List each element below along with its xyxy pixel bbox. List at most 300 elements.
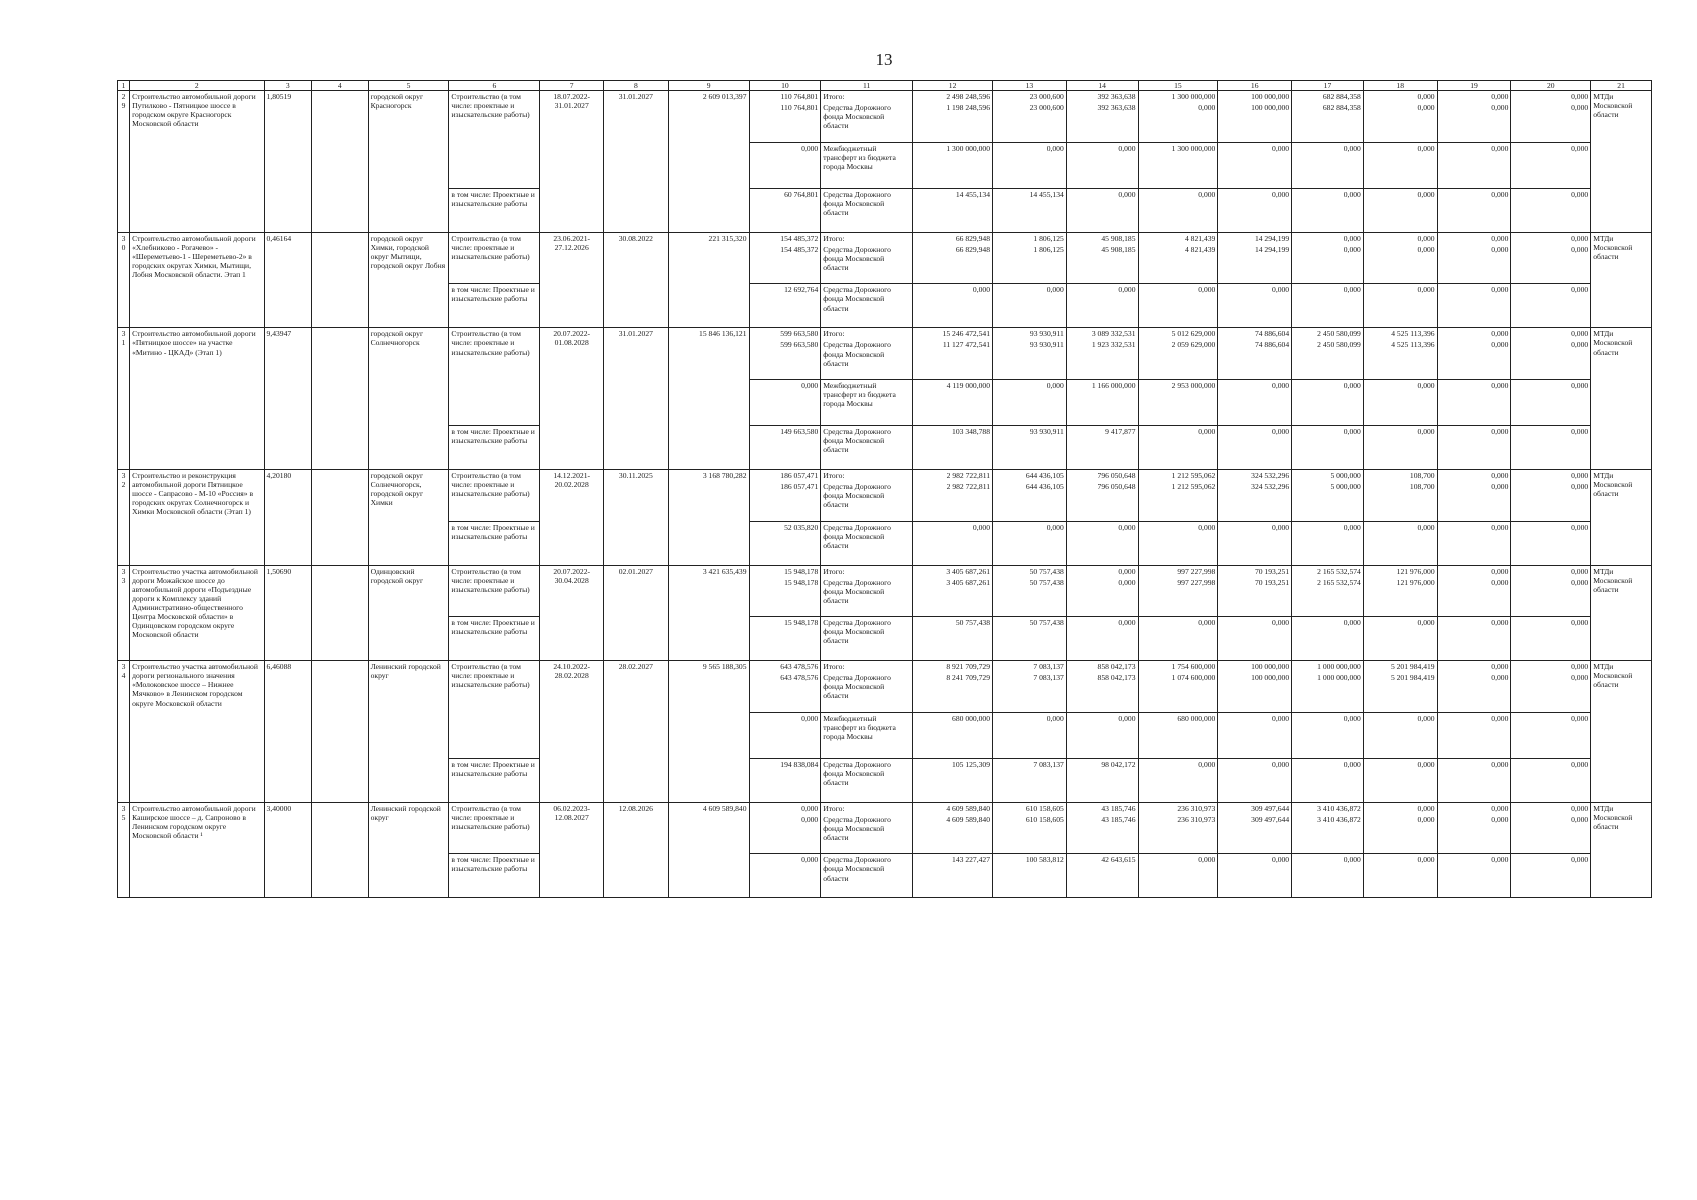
amount-c13: 93 930,911 — [993, 328, 1067, 340]
table-row — [118, 565, 1652, 577]
funding-source: Средства Дорожного фонда Московской области — [821, 577, 913, 617]
funding-source: Итого: — [821, 91, 913, 103]
column-4-cell — [312, 565, 369, 661]
amount-c20: 0,000 — [1511, 379, 1591, 425]
amount-c19: 0,000 — [1437, 339, 1511, 379]
amount-c16: 0,000 — [1218, 521, 1292, 565]
funding-source: Межбюджетный трансферт из бюджета города Москвы — [821, 379, 913, 425]
funding-source: Итого: — [821, 661, 913, 673]
total-cost: 4 609 589,840 — [668, 802, 749, 898]
amount-c19: 0,000 — [1437, 481, 1511, 521]
amount-c12: 4 609 589,840 — [913, 802, 993, 814]
work-dates: 06.02.2023-12.08.2027 — [540, 802, 604, 898]
amount-c13: 1 806,125 — [993, 232, 1067, 244]
amount-c12: 2 498 248,596 — [913, 91, 993, 103]
amount-c17: 0,000 — [1292, 142, 1364, 188]
amount-c18: 0,000 — [1363, 617, 1437, 661]
amount-c15: 0,000 — [1138, 854, 1218, 898]
amount-c14: 858 042,173 — [1066, 672, 1138, 712]
work-type-sub: в том числе: Проектные и изыскательские работы — [449, 617, 540, 661]
table-row — [118, 232, 1652, 244]
amount-c10: 0,000 — [749, 802, 821, 814]
amount-c17: 682 884,358 — [1292, 91, 1364, 103]
amount-c16: 74 886,604 — [1218, 328, 1292, 340]
amount-c16: 70 193,251 — [1218, 565, 1292, 577]
amount-c13: 50 757,438 — [993, 565, 1067, 577]
amount-c10: 643 478,576 — [749, 672, 821, 712]
column-number-13: 13 — [993, 81, 1067, 91]
amount-c12: 3 405 687,261 — [913, 577, 993, 617]
amount-c19: 0,000 — [1437, 379, 1511, 425]
amount-c10: 52 035,820 — [749, 521, 821, 565]
amount-c18: 5 201 984,419 — [1363, 672, 1437, 712]
amount-c16: 14 294,199 — [1218, 232, 1292, 244]
amount-c14: 796 050,648 — [1066, 469, 1138, 481]
amount-c13: 7 083,137 — [993, 758, 1067, 802]
amount-c14: 0,000 — [1066, 577, 1138, 617]
column-number-4: 4 — [312, 81, 369, 91]
amount-c19: 0,000 — [1437, 617, 1511, 661]
amount-c19: 0,000 — [1437, 284, 1511, 328]
funding-source: Итого: — [821, 469, 913, 481]
column-number-10: 10 — [749, 81, 821, 91]
amount-c14: 0,000 — [1066, 617, 1138, 661]
object-name: Строительство участка автомобильной дороги регионального значения «Молоковское шоссе – Нижнее Мячково» в Ленинском городском округе Московской области — [130, 661, 264, 803]
amount-c17: 2 450 580,099 — [1292, 328, 1364, 340]
total-cost: 3 168 780,282 — [668, 469, 749, 565]
object-location: Ленинский городской округ — [368, 802, 449, 898]
object-capacity: 9,43947 — [264, 328, 311, 470]
amount-c12: 15 246 472,541 — [913, 328, 993, 340]
amount-c18: 0,000 — [1363, 712, 1437, 758]
opening-date: 12.08.2026 — [604, 802, 669, 898]
table-row — [118, 661, 1652, 673]
column-number-14: 14 — [1066, 81, 1138, 91]
amount-c17: 0,000 — [1292, 521, 1364, 565]
amount-c17: 3 410 436,872 — [1292, 802, 1364, 814]
funding-source: Средства Дорожного фонда Московской области — [821, 758, 913, 802]
work-type: Строительство (в том числе: проектные и изыскательские работы) — [449, 328, 540, 426]
amount-c13: 610 158,605 — [993, 814, 1067, 854]
amount-c19: 0,000 — [1437, 758, 1511, 802]
amount-c12: 14 455,134 — [913, 188, 993, 232]
amount-c12: 50 757,438 — [913, 617, 993, 661]
amount-c15: 4 821,439 — [1138, 244, 1218, 284]
work-type-sub: в том числе: Проектные и изыскательские работы — [449, 425, 540, 469]
column-number-7: 7 — [540, 81, 604, 91]
column-4-cell — [312, 802, 369, 898]
customer: МТДи Московской области — [1591, 328, 1652, 470]
funding-source: Итого: — [821, 565, 913, 577]
column-number-17: 17 — [1292, 81, 1364, 91]
amount-c12: 143 227,427 — [913, 854, 993, 898]
amount-c14: 42 643,615 — [1066, 854, 1138, 898]
amount-c13: 0,000 — [993, 712, 1067, 758]
amount-c16: 100 000,000 — [1218, 672, 1292, 712]
amount-c16: 0,000 — [1218, 142, 1292, 188]
object-capacity: 0,46164 — [264, 232, 311, 328]
work-type: Строительство (в том числе: проектные и изыскательские работы) — [449, 661, 540, 759]
amount-c14: 0,000 — [1066, 521, 1138, 565]
amount-c14: 0,000 — [1066, 188, 1138, 232]
amount-c13: 50 757,438 — [993, 617, 1067, 661]
amount-c12: 3 405 687,261 — [913, 565, 993, 577]
amount-c13: 100 583,812 — [993, 854, 1067, 898]
amount-c16: 0,000 — [1218, 617, 1292, 661]
amount-c18: 0,000 — [1363, 284, 1437, 328]
amount-c10: 15 948,178 — [749, 617, 821, 661]
column-number-6: 6 — [449, 81, 540, 91]
funding-source: Средства Дорожного фонда Московской области — [821, 521, 913, 565]
amount-c12: 4 119 000,000 — [913, 379, 993, 425]
page-number: 13 — [875, 50, 893, 69]
row-number: 34 — [118, 661, 130, 803]
object-location: Одинцовский городской округ — [368, 565, 449, 661]
customer: МТДи Московской области — [1591, 232, 1652, 328]
customer: МТДи Московской области — [1591, 469, 1652, 565]
amount-c18: 0,000 — [1363, 758, 1437, 802]
column-number-15: 15 — [1138, 81, 1218, 91]
amount-c10: 154 485,372 — [749, 244, 821, 284]
opening-date: 02.01.2027 — [604, 565, 669, 661]
amount-c15: 2 953 000,000 — [1138, 379, 1218, 425]
opening-date: 30.08.2022 — [604, 232, 669, 328]
amount-c15: 0,000 — [1138, 284, 1218, 328]
object-location: Ленинский городской округ — [368, 661, 449, 803]
amount-c10: 186 057,471 — [749, 481, 821, 521]
object-name: Строительство автомобильной дороги Каширское шоссе – д. Сапроново в Ленинском городском округе Московской области ¹ — [130, 802, 264, 898]
column-number-12: 12 — [913, 81, 993, 91]
column-4-cell — [312, 661, 369, 803]
amount-c17: 0,000 — [1292, 854, 1364, 898]
amount-c16: 100 000,000 — [1218, 102, 1292, 142]
amount-c20: 0,000 — [1511, 712, 1591, 758]
amount-c17: 5 000,000 — [1292, 469, 1364, 481]
amount-c15: 1 212 595,062 — [1138, 481, 1218, 521]
amount-c17: 0,000 — [1292, 244, 1364, 284]
total-cost: 221 315,320 — [668, 232, 749, 328]
amount-c10: 12 692,764 — [749, 284, 821, 328]
funding-source: Средства Дорожного фонда Московской области — [821, 617, 913, 661]
amount-c15: 0,000 — [1138, 102, 1218, 142]
amount-c17: 0,000 — [1292, 758, 1364, 802]
amount-c19: 0,000 — [1437, 102, 1511, 142]
funding-source: Средства Дорожного фонда Московской области — [821, 339, 913, 379]
amount-c10: 154 485,372 — [749, 232, 821, 244]
funding-source: Средства Дорожного фонда Московской области — [821, 854, 913, 898]
amount-c12: 8 241 709,729 — [913, 672, 993, 712]
amount-c18: 0,000 — [1363, 232, 1437, 244]
work-dates: 23.06.2021-27.12.2026 — [540, 232, 604, 328]
work-type: Строительство (в том числе: проектные и изыскательские работы) — [449, 91, 540, 189]
amount-c16: 309 497,644 — [1218, 802, 1292, 814]
amount-c17: 3 410 436,872 — [1292, 814, 1364, 854]
row-number: 32 — [118, 469, 130, 565]
amount-c16: 14 294,199 — [1218, 244, 1292, 284]
amount-c19: 0,000 — [1437, 565, 1511, 577]
amount-c20: 0,000 — [1511, 425, 1591, 469]
amount-c16: 100 000,000 — [1218, 661, 1292, 673]
funding-source: Итого: — [821, 328, 913, 340]
amount-c16: 0,000 — [1218, 188, 1292, 232]
object-name: Строительство участка автомобильной дороги Можайское шоссе до автомобильной дороги «Подъездные дороги к Комплексу зданий Административно-общественного Центра Московской области» в Одинцовском городском округе Московской области — [130, 565, 264, 661]
object-capacity: 3,40000 — [264, 802, 311, 898]
amount-c20: 0,000 — [1511, 565, 1591, 577]
work-type: Строительство (в том числе: проектные и изыскательские работы) — [449, 802, 540, 854]
amount-c20: 0,000 — [1511, 617, 1591, 661]
amount-c17: 0,000 — [1292, 712, 1364, 758]
table-row — [118, 802, 1652, 814]
amount-c19: 0,000 — [1437, 661, 1511, 673]
amount-c13: 644 436,105 — [993, 469, 1067, 481]
row-number: 33 — [118, 565, 130, 661]
amount-c19: 0,000 — [1437, 672, 1511, 712]
amount-c12: 11 127 472,541 — [913, 339, 993, 379]
amount-c20: 0,000 — [1511, 244, 1591, 284]
amount-c18: 0,000 — [1363, 379, 1437, 425]
amount-c16: 0,000 — [1218, 379, 1292, 425]
amount-c18: 0,000 — [1363, 102, 1437, 142]
amount-c10: 60 764,801 — [749, 188, 821, 232]
amount-c14: 1 166 000,000 — [1066, 379, 1138, 425]
amount-c16: 0,000 — [1218, 854, 1292, 898]
amount-c18: 121 976,000 — [1363, 565, 1437, 577]
amount-c10: 643 478,576 — [749, 661, 821, 673]
amount-c10: 149 663,580 — [749, 425, 821, 469]
amount-c15: 997 227,998 — [1138, 565, 1218, 577]
object-name: Строительство автомобильной дороги Путилково - Пятницкое шоссе в городском округе Красногорск Московской области — [130, 91, 264, 233]
amount-c12: 103 348,788 — [913, 425, 993, 469]
amount-c18: 0,000 — [1363, 91, 1437, 103]
funding-source: Средства Дорожного фонда Московской области — [821, 481, 913, 521]
funding-source: Итого: — [821, 232, 913, 244]
amount-c12: 4 609 589,840 — [913, 814, 993, 854]
column-4-cell — [312, 91, 369, 233]
amount-c16: 0,000 — [1218, 712, 1292, 758]
amount-c16: 74 886,604 — [1218, 339, 1292, 379]
funding-source: Итого: — [821, 802, 913, 814]
amount-c12: 66 829,948 — [913, 244, 993, 284]
amount-c20: 0,000 — [1511, 854, 1591, 898]
amount-c20: 0,000 — [1511, 521, 1591, 565]
amount-c20: 0,000 — [1511, 814, 1591, 854]
amount-c16: 0,000 — [1218, 425, 1292, 469]
amount-c13: 7 083,137 — [993, 661, 1067, 673]
column-number-5: 5 — [368, 81, 449, 91]
amount-c14: 3 089 332,531 — [1066, 328, 1138, 340]
amount-c15: 0,000 — [1138, 617, 1218, 661]
amount-c13: 1 806,125 — [993, 244, 1067, 284]
row-number: 30 — [118, 232, 130, 328]
amount-c12: 2 982 722,811 — [913, 481, 993, 521]
amount-c17: 2 165 532,574 — [1292, 577, 1364, 617]
amount-c18: 4 525 113,396 — [1363, 339, 1437, 379]
amount-c13: 610 158,605 — [993, 802, 1067, 814]
amount-c14: 0,000 — [1066, 712, 1138, 758]
work-dates: 24.10.2022-28.02.2028 — [540, 661, 604, 803]
funding-source: Средства Дорожного фонда Московской области — [821, 672, 913, 712]
row-number: 35 — [118, 802, 130, 898]
amount-c14: 43 185,746 — [1066, 814, 1138, 854]
total-cost: 3 421 635,439 — [668, 565, 749, 661]
amount-c18: 0,000 — [1363, 425, 1437, 469]
amount-c10: 599 663,580 — [749, 339, 821, 379]
amount-c16: 324 532,296 — [1218, 469, 1292, 481]
amount-c13: 0,000 — [993, 284, 1067, 328]
amount-c20: 0,000 — [1511, 188, 1591, 232]
amount-c10: 0,000 — [749, 142, 821, 188]
funding-source: Средства Дорожного фонда Московской области — [821, 244, 913, 284]
amount-c13: 23 000,600 — [993, 102, 1067, 142]
object-name: Строительство автомобильной дороги «Хлебниково - Рогачево» - «Шереметьево-1 - Шереметьево-2» в городских округах Химки, Мытищи, Лобня Московской области. Этап 1 — [130, 232, 264, 328]
amount-c19: 0,000 — [1437, 232, 1511, 244]
amount-c20: 0,000 — [1511, 758, 1591, 802]
amount-c18: 0,000 — [1363, 188, 1437, 232]
amount-c20: 0,000 — [1511, 232, 1591, 244]
amount-c14: 98 042,172 — [1066, 758, 1138, 802]
amount-c14: 392 363,638 — [1066, 102, 1138, 142]
amount-c13: 23 000,600 — [993, 91, 1067, 103]
funding-source: Межбюджетный трансферт из бюджета города Москвы — [821, 142, 913, 188]
work-type-sub: в том числе: Проектные и изыскательские работы — [449, 188, 540, 232]
object-location: городской округ Химки, городской округ Мытищи, городской округ Лобня — [368, 232, 449, 328]
amount-c13: 93 930,911 — [993, 339, 1067, 379]
amount-c13: 644 436,105 — [993, 481, 1067, 521]
amount-c15: 236 310,973 — [1138, 802, 1218, 814]
amount-c19: 0,000 — [1437, 188, 1511, 232]
opening-date: 30.11.2025 — [604, 469, 669, 565]
amount-c18: 0,000 — [1363, 854, 1437, 898]
work-dates: 14.12.2021-20.02.2028 — [540, 469, 604, 565]
amount-c10: 194 838,084 — [749, 758, 821, 802]
work-type: Строительство (в том числе: проектные и изыскательские работы) — [449, 469, 540, 521]
customer: МТДи Московской области — [1591, 661, 1652, 803]
amount-c20: 0,000 — [1511, 284, 1591, 328]
column-4-cell — [312, 232, 369, 328]
amount-c15: 680 000,000 — [1138, 712, 1218, 758]
column-number-3: 3 — [264, 81, 311, 91]
column-number-1: 1 — [118, 81, 130, 91]
column-number-8: 8 — [604, 81, 669, 91]
amount-c14: 1 923 332,531 — [1066, 339, 1138, 379]
work-type-sub: в том числе: Проектные и изыскательские работы — [449, 854, 540, 898]
amount-c14: 0,000 — [1066, 565, 1138, 577]
amount-c10: 15 948,178 — [749, 577, 821, 617]
amount-c12: 0,000 — [913, 521, 993, 565]
amount-c14: 796 050,648 — [1066, 481, 1138, 521]
amount-c19: 0,000 — [1437, 469, 1511, 481]
table-row — [118, 91, 1652, 103]
amount-c17: 1 000 000,000 — [1292, 672, 1364, 712]
amount-c14: 43 185,746 — [1066, 802, 1138, 814]
opening-date: 31.01.2027 — [604, 328, 669, 470]
amount-c19: 0,000 — [1437, 521, 1511, 565]
amount-c15: 0,000 — [1138, 521, 1218, 565]
amount-c17: 5 000,000 — [1292, 481, 1364, 521]
amount-c14: 9 417,877 — [1066, 425, 1138, 469]
amount-c17: 0,000 — [1292, 188, 1364, 232]
amount-c17: 0,000 — [1292, 379, 1364, 425]
column-number-9: 9 — [668, 81, 749, 91]
amount-c15: 1 300 000,000 — [1138, 91, 1218, 103]
amount-c13: 0,000 — [993, 521, 1067, 565]
amount-c10: 15 948,178 — [749, 565, 821, 577]
row-number: 29 — [118, 91, 130, 233]
amount-c14: 45 908,185 — [1066, 232, 1138, 244]
amount-c15: 1 300 000,000 — [1138, 142, 1218, 188]
amount-c19: 0,000 — [1437, 854, 1511, 898]
amount-c14: 0,000 — [1066, 142, 1138, 188]
amount-c12: 8 921 709,729 — [913, 661, 993, 673]
table-row — [118, 328, 1652, 340]
object-capacity: 6,46088 — [264, 661, 311, 803]
amount-c18: 121 976,000 — [1363, 577, 1437, 617]
column-number-row — [118, 81, 1652, 91]
funding-source: Средства Дорожного фонда Московской области — [821, 102, 913, 142]
column-number-21: 21 — [1591, 81, 1652, 91]
amount-c17: 2 165 532,574 — [1292, 565, 1364, 577]
table-row — [118, 469, 1652, 481]
amount-c15: 1 074 600,000 — [1138, 672, 1218, 712]
amount-c15: 0,000 — [1138, 758, 1218, 802]
amount-c14: 0,000 — [1066, 284, 1138, 328]
amount-c12: 0,000 — [913, 284, 993, 328]
amount-c15: 5 012 629,000 — [1138, 328, 1218, 340]
amount-c14: 392 363,638 — [1066, 91, 1138, 103]
amount-c14: 45 908,185 — [1066, 244, 1138, 284]
work-type-sub: в том числе: Проектные и изыскательские работы — [449, 758, 540, 802]
total-cost: 2 609 013,397 — [668, 91, 749, 233]
column-number-19: 19 — [1437, 81, 1511, 91]
work-dates: 20.07.2022-01.08.2028 — [540, 328, 604, 470]
amount-c17: 682 884,358 — [1292, 102, 1364, 142]
object-location: городской округ Солнечногорск, городской округ Химки — [368, 469, 449, 565]
amount-c19: 0,000 — [1437, 328, 1511, 340]
amount-c20: 0,000 — [1511, 328, 1591, 340]
row-number: 31 — [118, 328, 130, 470]
amount-c16: 0,000 — [1218, 284, 1292, 328]
column-number-16: 16 — [1218, 81, 1292, 91]
opening-date: 31.01.2027 — [604, 91, 669, 233]
amount-c13: 0,000 — [993, 142, 1067, 188]
work-type-sub: в том числе: Проектные и изыскательские работы — [449, 521, 540, 565]
column-4-cell — [312, 328, 369, 470]
work-type: Строительство (в том числе: проектные и изыскательские работы) — [449, 232, 540, 284]
amount-c10: 186 057,471 — [749, 469, 821, 481]
amount-c17: 2 450 580,099 — [1292, 339, 1364, 379]
amount-c19: 0,000 — [1437, 814, 1511, 854]
amount-c17: 1 000 000,000 — [1292, 661, 1364, 673]
amount-c17: 0,000 — [1292, 617, 1364, 661]
funding-source: Средства Дорожного фонда Московской области — [821, 284, 913, 328]
amount-c10: 0,000 — [749, 854, 821, 898]
amount-c18: 108,700 — [1363, 469, 1437, 481]
amount-c13: 93 930,911 — [993, 425, 1067, 469]
amount-c19: 0,000 — [1437, 425, 1511, 469]
amount-c15: 2 059 629,000 — [1138, 339, 1218, 379]
amount-c10: 0,000 — [749, 379, 821, 425]
amount-c10: 0,000 — [749, 814, 821, 854]
column-number-11: 11 — [821, 81, 913, 91]
amount-c20: 0,000 — [1511, 577, 1591, 617]
amount-c10: 110 764,801 — [749, 91, 821, 103]
funding-source: Средства Дорожного фонда Московской области — [821, 188, 913, 232]
object-capacity: 4,20180 — [264, 469, 311, 565]
amount-c17: 0,000 — [1292, 284, 1364, 328]
amount-c19: 0,000 — [1437, 802, 1511, 814]
amount-c15: 0,000 — [1138, 188, 1218, 232]
amount-c16: 309 497,644 — [1218, 814, 1292, 854]
